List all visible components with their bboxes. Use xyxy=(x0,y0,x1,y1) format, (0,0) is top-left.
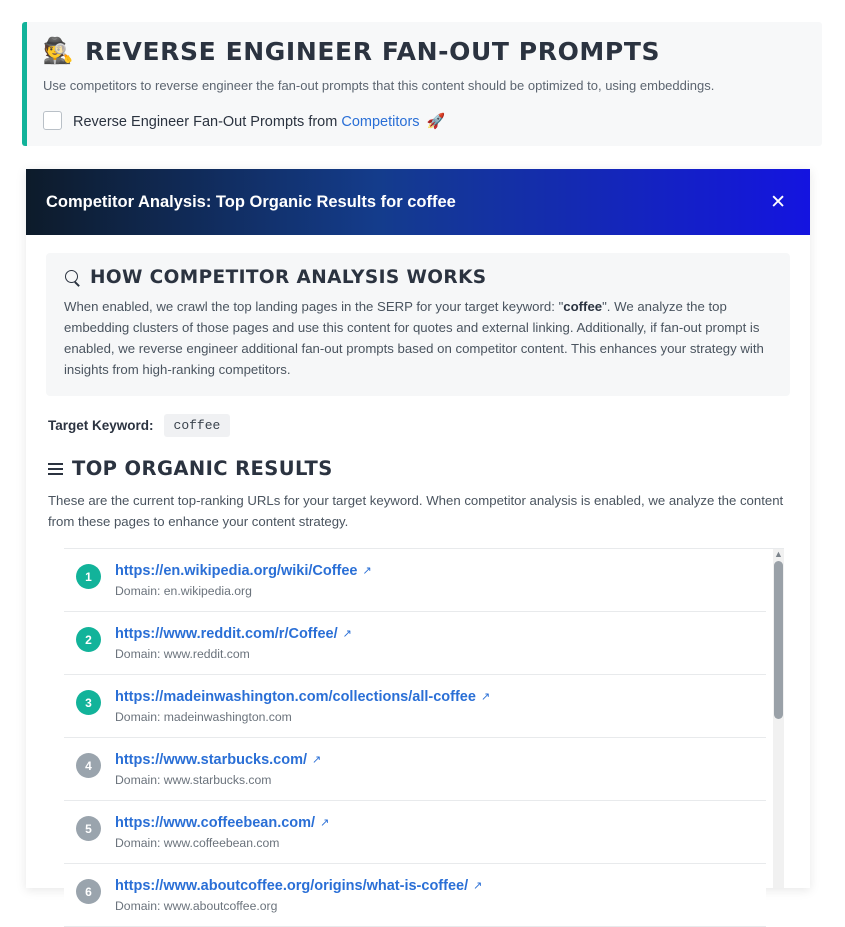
competitor-analysis-modal xyxy=(26,169,810,914)
result-link-line xyxy=(115,877,482,895)
scroll-up-icon[interactable]: ▲ xyxy=(774,549,783,560)
result-rank-badge: 3 xyxy=(76,690,101,715)
result-link-line xyxy=(115,814,329,832)
how-it-works-text-part2: ". We analyze the top embedding clusters of those pages and use this content for quotes and external linking. Additionally, if fan-out prompt is enabled, we reverse engineer additional fan-out prompts based on competitor content. This enhances your strategy with insights from high-ranking competitors. xyxy=(64,299,764,377)
search-icon xyxy=(64,269,81,286)
result-rank-badge: 6 xyxy=(76,879,101,904)
top-organic-results-header xyxy=(46,457,790,480)
result-link-line xyxy=(115,751,321,769)
external-link-icon[interactable]: ↗ xyxy=(312,754,322,767)
reverse-engineer-checkbox[interactable] xyxy=(43,111,62,130)
external-link-icon[interactable]: ↗ xyxy=(480,691,491,704)
close-icon[interactable]: ✕ xyxy=(770,191,786,213)
reverse-engineer-title: REVERSE ENGINEER FAN-OUT PROMPTS xyxy=(85,36,661,66)
external-link-icon[interactable]: ↗ xyxy=(473,880,483,893)
rocket-icon: 🚀 xyxy=(426,112,446,130)
result-link-line xyxy=(115,562,372,580)
result-row[interactable] xyxy=(64,738,766,801)
scrollbar-thumb[interactable] xyxy=(774,561,783,719)
result-rank-badge: 2 xyxy=(76,627,101,652)
top-organic-results-description: These are the current top-ranking URLs for your target keyword. When competitor analysis is enabled, we analyze the content from these pages to enhance your content strategy. xyxy=(48,493,784,529)
result-domain: Domain: madeinwashington.com xyxy=(115,710,292,725)
result-domain: Domain: www.coffeebean.com xyxy=(115,836,280,851)
result-rank-badge: 1 xyxy=(76,564,101,589)
results-scrollbar[interactable] xyxy=(773,549,784,888)
result-url-link[interactable]: https://en.wikipedia.org/wiki/Coffee xyxy=(115,563,358,580)
how-it-works-header xyxy=(64,267,772,288)
result-domain: Domain: www.reddit.com xyxy=(115,647,250,662)
target-keyword-value: coffee xyxy=(164,414,231,437)
external-link-icon[interactable]: ↗ xyxy=(320,817,330,830)
reverse-engineer-checkbox-label xyxy=(73,112,445,130)
result-rank-badge: 5 xyxy=(76,816,101,841)
external-link-icon[interactable]: ↗ xyxy=(342,628,352,641)
result-url-link[interactable]: https://www.reddit.com/r/Coffee/ xyxy=(115,626,338,643)
result-row[interactable] xyxy=(64,675,766,738)
how-it-works-text-part1: When enabled, we crawl the top landing pages in the SERP for your target keyword: " xyxy=(64,299,564,314)
result-row[interactable] xyxy=(64,549,766,612)
how-it-works-keyword: coffee xyxy=(563,299,603,314)
result-url-link[interactable]: https://madeinwashington.com/collections/all-coffee xyxy=(115,689,476,706)
result-content xyxy=(115,562,372,598)
result-row[interactable] xyxy=(64,612,766,675)
how-it-works-title: HOW COMPETITOR ANALYSIS WORKS xyxy=(90,267,487,288)
checkbox-label-text: Reverse Engineer Fan-Out Prompts from xyxy=(73,113,338,130)
result-link-line xyxy=(115,688,490,706)
how-it-works-text xyxy=(64,297,772,380)
target-keyword-label: Target Keyword: xyxy=(48,418,154,434)
result-row[interactable] xyxy=(64,864,766,927)
how-it-works-box xyxy=(46,253,790,396)
modal-header xyxy=(26,169,810,235)
modal-title: Competitor Analysis: Top Organic Results for coffee xyxy=(46,192,456,211)
result-url-link[interactable]: https://www.starbucks.com/ xyxy=(115,752,308,769)
result-domain: Domain: www.starbucks.com xyxy=(115,773,272,788)
result-row[interactable] xyxy=(64,801,766,864)
competitors-link[interactable]: Competitors xyxy=(341,113,420,130)
result-content xyxy=(115,751,321,787)
result-content xyxy=(115,877,482,913)
result-content xyxy=(115,814,329,850)
modal-body xyxy=(26,235,810,914)
result-rank-badge: 4 xyxy=(76,753,101,778)
results-list-container xyxy=(64,548,784,914)
reverse-engineer-checkbox-row[interactable] xyxy=(43,111,804,130)
reverse-engineer-header xyxy=(43,36,804,66)
reverse-engineer-panel xyxy=(22,22,822,146)
result-content xyxy=(115,625,352,661)
results-list xyxy=(64,549,766,914)
result-domain: Domain: en.wikipedia.org xyxy=(115,584,252,599)
result-content xyxy=(115,688,490,724)
detective-icon: 🕵 xyxy=(42,36,74,65)
external-link-icon[interactable]: ↗ xyxy=(362,565,372,578)
target-keyword-row xyxy=(46,414,790,437)
result-link-line xyxy=(115,625,352,643)
top-organic-results-title: TOP ORGANIC RESULTS xyxy=(72,457,333,481)
reverse-engineer-description: Use competitors to reverse engineer the fan-out prompts that this content should be optimized to, using embeddings. xyxy=(43,78,715,93)
result-url-link[interactable]: https://www.coffeebean.com/ xyxy=(115,815,316,832)
list-icon xyxy=(48,463,63,475)
result-url-link[interactable]: https://www.aboutcoffee.org/origins/what-is-coffee/ xyxy=(115,878,469,895)
result-domain: Domain: www.aboutcoffee.org xyxy=(115,899,278,914)
